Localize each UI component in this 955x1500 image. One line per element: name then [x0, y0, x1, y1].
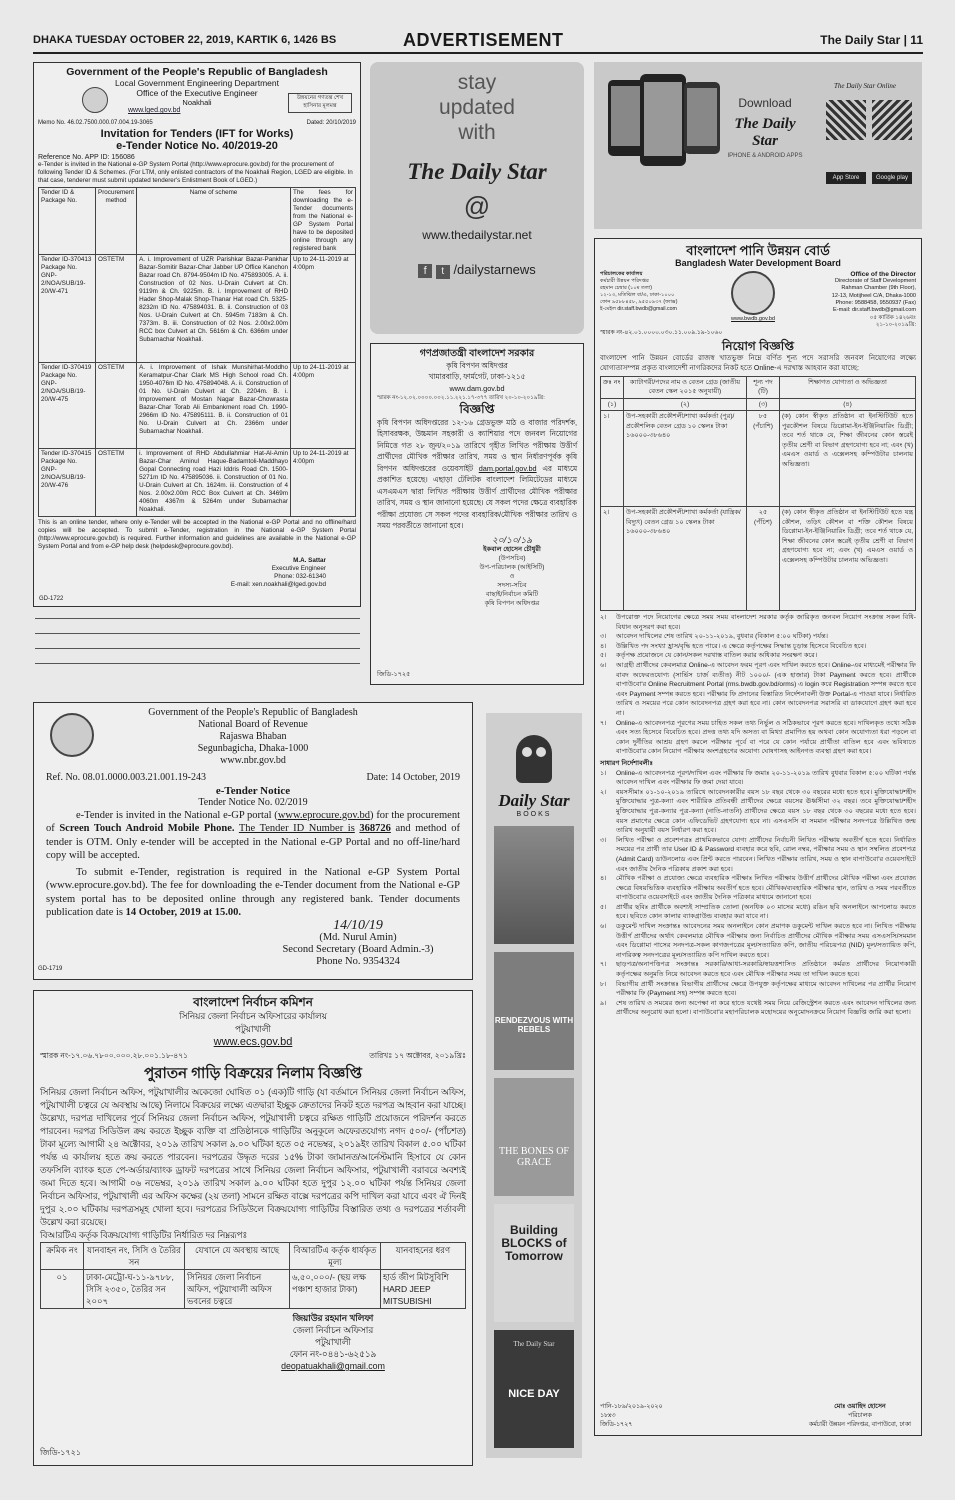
dam-signer-s1: (উপসচিব)	[498, 554, 526, 562]
qr-code-icon[interactable]	[826, 100, 866, 140]
app-platforms: IPHONE & ANDROID APPS	[727, 153, 803, 159]
book-title-nice-day: NICE DAY	[508, 1388, 560, 1400]
facebook-icon[interactable]: f	[418, 264, 432, 278]
ec-auction-ad	[33, 990, 473, 1466]
list-item: ৬। আগ্রহী প্রার্থীদের কেবলমাত্র Online-এ আবেদন ফরম পূরণ এবং দাখিল করতে হবে। Online-এর মাধ্যমেই পরীক্ষার ফি বাবদ অফেরতযোগ্য (সার্ভিস চার্জ ব্যতীত) নীট ১০০০/- (এক হাজার) টাকা Payment করতে হবে। প্রার্থীকে বাপাউবো'র Online Recruitment Portal (rms.bwdb.gov.bd/orms) এ login করে Registration সম্পন্ন করতে হবে এবং Payment সম্পন্ন করতে হবে। পরীক্ষার ফি প্রদানের বিস্তারিত নির্দেশনাবলী উক্ত Portal-এ পাওয়া যাবে। নির্ধারিত তারিখ ও সময়ের পরে কোন আবেদনপত্র গ্রহণ করা হবে না। কোন আবেদনপত্র সরাসরি বা ডাকযোগে গ্রহণ করা হবে না।	[600, 662, 916, 717]
dam-body2: এর মাধ্যমে প্রকাশিত হয়েছে। এছাড়া টেলিটক বাংলাদেশ লিমিটেডের মাধ্যমে এসএমএস দ্বারা লিখিত পরীক্ষায় উত্তীর্ণ প্রার্থীদের মৌখিক পরীক্ষার তারিখ, সময় ও স্থান জানানো হয়েছে। যে সকল পদের ক্ষেত্রে ব্যবহারিক পরীক্ষা প্রযোজ্য সে সকল পদের ব্যবহারিক/মৌখিক পরীক্ষার তারিখ ও সময় পরবর্তীতে জানানো হবে।	[377, 463, 577, 530]
lged-district: Noakhali	[182, 98, 212, 107]
book-cover-nice-day[interactable]	[494, 1330, 574, 1448]
list-item: ৯। শেষ তারিখ ও সময়ের জন্য অপেক্ষা না করে হাতে যথেষ্ট সময় নিয়ে রেজিস্ট্রেশন করতে এবং আবেদন দাখিলের জন্য প্রার্থীদের অনুরোধ করা হলো। বাপাউবো'র মহাপরিচালক মহোদয়ের অনুমোদনক্রমে নিয়োগ বিজ্ঞপ্তি জারি করা হলো।	[600, 999, 916, 1017]
bwdb-gd: জিডি-১৭২৭	[600, 1421, 633, 1428]
section-title: ADVERTISEMENT	[403, 30, 564, 50]
dam-signer-s2: উপ-পরিচালক (আইসিটি)	[479, 563, 545, 571]
nbr-phone: Phone No. 9354324	[316, 955, 400, 967]
bwdb-r5: Phone: 9588458, 9550937 (Fax)	[835, 299, 916, 306]
bwdb-title-bn: বাংলাদেশ পানি উন্নয়ন বোর্ড	[686, 243, 830, 258]
nbr-p1b: ) for the procurement of	[46, 809, 460, 834]
promo-social[interactable]: /dailystarnews	[453, 262, 536, 277]
bwdb-memo: স্মারক নং-৪২.০১.০০০০.০৩০.১১.০০৯.১৯-১০৬০	[600, 330, 723, 337]
ec-vehicle-table	[40, 1242, 466, 1309]
bwdb-r3: Rahman Chamber (9th Floor),	[841, 285, 916, 292]
bwdb-left6: ই-মেইল dir.staff.bwdb@gmail.com	[600, 305, 677, 312]
lged-signer-title: Executive Engineer	[271, 565, 326, 572]
ec-th-vehicle: যানবাহন নং, সিসি ও তৈরির সন	[84, 1243, 185, 1270]
bwdb-web[interactable]: www.bwdb.gov.bd	[731, 315, 775, 322]
app-download: Download	[738, 96, 792, 110]
lged-row-date: Up to 24-11-2019 at 4:00pm	[291, 255, 356, 363]
lged-col-method: Procurement method	[96, 188, 137, 255]
ec-title: বাংলাদেশ নির্বাচন কমিশন	[193, 995, 313, 1009]
nbr-board: National Board of Revenue	[198, 719, 308, 730]
book-publisher: The Daily Star	[513, 1340, 555, 1348]
ec-place: পটুয়াখালী	[235, 1024, 271, 1034]
nbr-item: Screen Touch Android Mobile Phone.	[59, 823, 235, 834]
bwdb-logo-icon	[731, 271, 775, 315]
bwdb-row-vac: ৮৫ (পঁচাশি)	[747, 411, 780, 507]
lged-tender-ad	[33, 62, 361, 607]
lged-email: E-mail: xen.noakhali@lged.gov.bd	[230, 581, 326, 588]
book-title-rendezvous: RENDEZVOUS WITH REBELS	[494, 1016, 574, 1034]
filler-lines	[35, 618, 360, 678]
app-brand: The Daily Star	[734, 116, 796, 149]
bwdb-code: পানি-১৮৯/২০১৯-২০২০	[600, 1403, 663, 1410]
bwdb-tn-3: (৩)	[747, 398, 780, 411]
books-brand: Daily Star	[498, 791, 570, 810]
ec-web[interactable]: www.ecs.gov.bd	[213, 1036, 293, 1048]
app-store-button[interactable]: App Store	[826, 172, 866, 184]
bwdb-row-n: ২।	[601, 507, 624, 611]
lged-office: Office of the Executive Engineer	[136, 88, 258, 98]
promo-stay: stay	[457, 71, 497, 94]
bwdb-signer: মোঃ ওয়াহিদ হোসেন	[834, 1403, 886, 1410]
promo-at: @	[463, 191, 491, 221]
phone-icon	[684, 82, 720, 154]
list-item: ৩। আবেদন দাখিলের শেষ তারিখ ২০-১১-২০১৯, বুধবার (বিকাল ৫:০০ ঘটিকা) পর্যন্ত।	[600, 633, 828, 641]
nbr-subtitle: Tender Notice No. 02/2019	[198, 796, 308, 808]
dam-signer-s4: সদস্য-সচিব	[497, 581, 527, 589]
bwdb-r1: Office of the Director	[850, 270, 916, 278]
lged-logo-caption: উন্নয়নের গণতন্ত্র শেখ হাসিনার মূলমন্ত্র	[288, 93, 352, 113]
ec-signer-s1: জেলা নির্বাচন অফিসার	[292, 1325, 374, 1335]
lged-notice-no: e-Tender Notice No. 40/2019-20	[116, 140, 278, 152]
ec-th-serial: ক্রমিক নং	[41, 1243, 84, 1270]
lged-memo: Memo No. 46.02.7500.000.07.004.19-3065	[38, 120, 153, 126]
lged-ref: Reference No. APP ID: 156086	[38, 154, 135, 161]
lged-gov: Government of the People's Republic of Bangladesh	[66, 66, 328, 78]
book-title-bones: THE BONES OF GRACE	[498, 1146, 569, 1168]
nbr-signer-title: Second Secretary (Board Admin.-3)	[282, 943, 434, 955]
nbr-web[interactable]: www.nbr.gov.bd	[220, 755, 286, 766]
lged-title: Invitation for Tenders (IFT for Works)	[100, 128, 294, 140]
twitter-icon[interactable]: t	[436, 265, 450, 279]
lged-dated: Dated: 20/10/2019	[306, 120, 356, 126]
nbr-bhaban: Rajaswa Bhaban	[219, 731, 287, 742]
nbr-tender-ad	[33, 702, 473, 980]
ec-phone: ফোন নং-০৪৪১-৬২৫১৯	[289, 1349, 377, 1359]
lged-signer: M.A. Sattar	[293, 557, 326, 564]
list-item: ৪। উল্লিখিত পদ সংখ্যা হ্রাস/বৃদ্ধি হতে পারে। এ ক্ষেত্রে কর্তৃপক্ষের সিদ্ধান্ত চূড়ান্ত হিসেবে বিবেচিত হবে।	[600, 642, 867, 650]
dam-memo: স্মারক নং-১২.০২.০০০০.০০২.১১.২২১.১৭-৩৭৭ তারিখ ২০-১০-২০১৯খ্রি:	[377, 395, 545, 401]
nbr-p1d: and method of tender is OTM. Only e-tender will be accepted in the National e-GP Portal and no off-line/hard copy will be accepted.	[46, 823, 461, 861]
table-row	[39, 363, 356, 449]
daily-star-promo	[370, 62, 584, 334]
bwdb-gen-title: সাধারণ নির্দেশাবলীঃ	[600, 759, 654, 767]
table-row	[39, 449, 356, 517]
bwdb-recruitment-ad	[594, 238, 922, 1436]
nbr-address: Segunbagicha, Dhaka-1000	[197, 743, 309, 754]
ec-date: তারিখঃ ১৭ অক্টোবর, ২০১৯খ্রিঃ	[369, 1051, 466, 1060]
lged-row-method: OSTETM	[96, 363, 137, 449]
bwdb-th-vac: শূন্য পদ (টি)	[747, 376, 780, 398]
book-cover-bones[interactable]	[494, 1078, 574, 1196]
bwdb-r7: ০৫ কার্তিক ১৪২৬বঃ	[869, 314, 916, 321]
dam-gov: গণপ্রজাতন্ত্রী বাংলাদেশ সরকার	[419, 348, 535, 359]
bwdb-th-post: ক্যাটাগরী/পদের নাম ও বেতন গ্রেড (জাতীয় বেতন স্কেল ২০১৫ অনুযায়ী)	[624, 376, 747, 398]
nbr-ref: Ref. No. 08.01.0000.003.21.001.19-243	[46, 772, 206, 783]
book-cover-image[interactable]	[494, 826, 574, 944]
list-item: ৭। Online-এ আবেদনপত্র পূরণের সময় চাহিত সকল তথ্য নির্ভুল ও সঠিকভাবে পূরণ করতে হবে। দাখিলকৃত তথ্যে সঠিক এবং সত্য হিসেবে বিবেচিত হবে। প্রদত্ত তথ্য যদি অসত্য বা মিথ্যা প্রমাণিত হয় অথবা কোন অযোগ্যতা ধরা পড়লে বা কোন দুর্নীতির আশ্রয় গ্রহণ করলে পরীক্ষার পূর্বে বা পরে যে কোন পর্যায়ে প্রার্থীতা বাতিল হবে এবং ভবিষ্যতে বাপাউবো'র কোন নিয়োগ পরীক্ষায় অংশগ্রহণের অযোগ্য ঘোষণাসহ আইনগত ব্যবস্থা গ্রহণ করা হবে।	[600, 719, 916, 756]
lged-row-date: Up to 24-11-2019 at 4:00pm	[291, 449, 356, 517]
nbr-tender-id: 368726	[359, 823, 391, 834]
list-item: ৬। ডকুমেন্ট দাখিল সংক্রান্তঃ আবেদনের সময় অনলাইনে কোন প্রমাণক ডকুমেন্ট দাখিল করতে হবে না। লিখিত পরীক্ষায় উত্তীর্ণ প্রার্থীদের অর্থাৎ কেবলমাত্র মৌখিক পরীক্ষায় জন্য নির্বাচিত প্রার্থীদের মৌখিক পরীক্ষার সময় এসএসসি/সমমান এবং ডিপ্লোমা পাসের সনদপত্র-সকল কাগজপত্রের মূল/সত্যায়িত কপি, জাতীয় পরিচয়পত্র (NID) মূল/সত্যায়িত কপি, নাগরিকত্ব সনদপত্রের মূল/সত্যায়িত কপি দাখিল করতে হবে।	[600, 923, 916, 959]
list-item: ১। Online-এ আবেদনপত্র পূরণ/দাখিল এবং পরীক্ষার ফি জমাঃ ২০-১১-২০১৯ তারিখ বুধবার বিকাল ৫:০০ ঘটিকা পর্যন্ত আবেদন দাখিল এবং পরীক্ষার ফি জমা দেয়া যাবে।	[600, 769, 916, 787]
table-row	[601, 507, 916, 611]
bwdb-row-vac: ২৫ (পঁচিশ)	[747, 507, 780, 611]
lged-row-id: Tender ID-370413 Package No. GNP-2/NOA/SUB/19-20/W-471	[39, 255, 96, 363]
lged-row-method: OSTETM	[96, 255, 137, 363]
bwdb-row-post: উপ-সহকারী প্রকৌশলী/শাখা কর্মকর্তা (যান্ত্রিক/বিদ্যুৎ) বেতন গ্রেড ১০ স্কেলঃ টাকা ১৬০০০-৩৮৬৪০	[624, 507, 747, 611]
bwdb-signer-t1: পরিচালক	[847, 1412, 872, 1419]
dam-signer: ইকবাল হোসেন চৌধুরী	[483, 545, 541, 553]
ec-signer: জিয়াউর রহমান খলিফা	[292, 1313, 374, 1323]
ec-note: বিআরটিএ কর্তৃক বিক্রয়যোগ্য গাড়িটির নির্ধারিত দর নিম্নরূপঃ	[40, 1230, 248, 1240]
ec-th-type: যানবাহনের ধরণ	[381, 1243, 466, 1270]
bwdb-tn-1: (১)	[601, 398, 624, 411]
google-play-button[interactable]: Google play	[872, 172, 912, 184]
dam-signer-s3: ও	[509, 572, 515, 580]
book-cover-blocks[interactable]	[494, 1204, 574, 1322]
header-date: DHAKA TUESDAY OCTOBER 22, 2019, KARTIK 6, 1426 BS	[33, 34, 337, 46]
lged-col-id: Tender ID & Package No.	[39, 188, 96, 255]
bwdb-heading: নিয়োগ বিজ্ঞপ্তি	[721, 338, 795, 353]
nbr-p2: To submit e-Tender, registration is required in the National e-GP System Portal (www.eprocure.gov.bd). The fee for downloading the e-Tender document from the National e-GP system portal has to be deposited online through any registered bank. Tender documents publication date is	[46, 866, 460, 918]
promo-with: with	[458, 121, 496, 144]
ec-td-price: ৬,৫০,০০০/- (ছয় লক্ষ পঞ্চাশ হাজার টাকা)	[290, 1270, 381, 1309]
ec-th-location: যেখানে যে অবস্থায় আছে	[185, 1243, 290, 1270]
dam-signer-s6: কৃষি বিপণন অধিদপ্তর	[484, 599, 540, 607]
lged-row-date: Up to 24-11-2019 at 4:00pm	[291, 363, 356, 449]
bwdb-row-qual: (ক) কোন স্বীকৃত প্রতিষ্ঠান বা ইনস্টিটিউট হতে পুরকৌশল বিষয়ে ডিপ্লোমা-ইন-ইঞ্জিনিয়ারিং ডিগ্রী; তবে শর্ত থাকে যে, শিক্ষা জীবনের কোন স্তরেই তৃতীয় শ্রেণী বা বিভাগ গ্রহণযোগ্য হবে না; এবং (খ) এমএস ওয়ার্ড ও এক্সেলসহ কম্পিউটার চালনায় অভিজ্ঞতা।	[780, 411, 916, 507]
ec-td-location: সিনিয়র জেলা নির্বাচন অফিস, পটুয়াখালী অফিস ভবনের চত্বরে	[185, 1270, 290, 1309]
bwdb-left5: ফোন ৯৫৮৮৪৫৮, ৯৫৫০৯৩৭ (ফ্যাক্স)	[600, 298, 678, 305]
dam-title: বিজ্ঞপ্তি	[459, 402, 495, 416]
lged-dept: Local Government Engineering Department	[115, 78, 279, 88]
table-row	[39, 255, 356, 363]
nbr-gd: GD-1719	[38, 965, 63, 972]
lged-phone: Phone: 032-61340	[274, 573, 326, 580]
list-item: ৫। কর্তৃপক্ষ প্রয়োজনে যে কোন/সকল দরখাস্ত বাতিল করার অধিকার সংরক্ষণ করে।	[600, 652, 818, 660]
lged-gd: GD-1722	[39, 596, 64, 602]
table-row	[41, 1270, 466, 1309]
ec-signer-s2: পটুয়াখালী	[315, 1337, 351, 1347]
nbr-pub-date: 14 October, 2019 at 15.00.	[125, 907, 242, 918]
bwdb-left2: কর্মচারী উন্নয়ন পরিদপ্তর	[600, 277, 649, 284]
bwdb-row-post: উপ-সহকারী প্রকৌশলী/শাখা কর্মকর্তা (পুর)/প্রকৌশলিক বেতন গ্রেড ১০ স্কেলঃ টাকা ১৬০০০-৩৮৬৪০	[624, 411, 747, 507]
bwdb-title-en: Bangladesh Water Development Board	[675, 258, 841, 268]
table-row	[601, 411, 916, 507]
bwdb-row-n: ১।	[601, 411, 624, 507]
lged-note: This is an online tender, where only e-Tender will be accepted in the National e-GP Portal and no offline/hard copies will be accepted. To submit e-Tender, registration in the National e-GP System Portal (http://www.eprocure.gov.bd) is required. Further information and guidelines are available in the National e-GP System Portal and from e-GP help desk (helpdesk@eprocure.gov.bd).	[38, 519, 356, 550]
bwdb-intro: বাংলাদেশ পানি উন্নয়ন বোর্ডের রাজস্ব খাতভুক্ত নিম্নে বর্ণিত শূন্য পদে সরাসরি জনবল নিয়োগের লক্ষ্যে যোগ্যতাসম্পন্ন প্রকৃত বাংলাদেশী নাগরিকদের নিকট হতে Online-এ দরখাস্ত আহবান করা যাচ্ছে:	[600, 354, 916, 372]
bwdb-r2: Directorate of Staff Development	[834, 278, 916, 285]
app-side-brand: The Daily Star Online	[834, 82, 897, 90]
promo-web[interactable]: www.thedailystar.net	[422, 228, 532, 242]
bwdb-size: ১৮x৩	[600, 1412, 616, 1419]
lged-row-id: Tender ID-370415 Package No. GNP-2/NOA/SUB/19-20/W-476	[39, 449, 96, 517]
lged-tender-table	[38, 187, 356, 517]
bwdb-left1: পরিচালকের কার্যালয়	[600, 270, 643, 277]
dam-signer-s5: বাছাই/নির্বাচন কমিটি	[485, 590, 539, 598]
owl-logo-icon	[516, 735, 552, 783]
nbr-signer: (Md. Nurul Amin)	[319, 931, 397, 943]
page-header	[33, 30, 923, 54]
ec-gd: জিডি-১৭২১	[40, 1448, 82, 1457]
bwdb-left4: ১২-১৩, মতিঝিল বা/এ, ঢাকা-১০০০	[600, 291, 675, 298]
lged-row-method: OSTETM	[96, 449, 137, 517]
ec-office: সিনিয়র জেলা নির্বাচন অফিসারের কার্যালয়	[179, 1011, 327, 1021]
lged-row-id: Tender ID-370419 Package No. GNP-2/NOA/SUB/19-20/W-475	[39, 363, 96, 449]
ec-td-serial: ০১	[41, 1270, 84, 1309]
promo-brand: The Daily Star	[407, 159, 547, 184]
nbr-date: Date: 14 October, 2019	[366, 772, 460, 783]
books-label: BOOKS	[516, 811, 552, 818]
dam-dept: কৃষি বিপণন অধিদপ্তর	[446, 360, 508, 370]
bwdb-row-qual: (ক) কোন স্বীকৃত প্রতিষ্ঠান বা ইনস্টিটিউট হতে যন্ত্র কৌশল, তড়িৎ কৌশল বা শক্তি কৌশল বিষয়ে ডিপ্লোমা-ইন-ইঞ্জিনিয়ারিং ডিগ্রী; তবে শর্ত থাকে যে, শিক্ষা জীবনের কোন স্তরেই তৃতীয় শ্রেণী বা বিভাগ গ্রহণযোগ্য হবে না; এবং (খ) এমএস ওয়ার্ড ও এক্সেলসহ কম্পিউটার চালনায় অভিজ্ঞতা।	[780, 507, 916, 611]
bwdb-r4: 12-13, Motijheel C/A, Dhaka-1000	[831, 292, 916, 299]
ec-email[interactable]: deopatuakhali@gmail.com	[281, 1361, 385, 1371]
nbr-p1a: e-Tender is invited in the National e-GP portal (	[76, 809, 278, 821]
book-cover-rendezvous[interactable]	[494, 952, 574, 1070]
phone-icon	[640, 74, 686, 166]
ec-memo: স্মারক নং-১৭.০৬.৭৮০০.০০০.২৮.০০১.১৮-৪৭১	[40, 1051, 188, 1060]
ec-td-vehicle: ঢাকা-মেট্রো-ঘ-১১-৯৭৮৮, সিসি ২৩৫০, তৈরির সন ২০০৭	[84, 1270, 185, 1309]
bwdb-r8: ২১-১০-২০১৯খ্রি:	[875, 321, 916, 328]
dam-address: খামারবাড়ি, ফার্মগেট, ঢাকা-১২১৫	[428, 372, 526, 381]
dam-link[interactable]: dam.portal.gov.bd	[478, 463, 537, 473]
dam-signature: ২০/১০/১৯	[491, 534, 533, 545]
nbr-signature: 14/10/19	[333, 917, 383, 933]
bwdb-signer-t2: কর্মচারী উন্নয়ন পরিদপ্তর, বাপাউবো, ঢাকা	[808, 1421, 911, 1428]
ec-heading: পুরাতন গাড়ি বিক্রয়ের নিলাম বিজ্ঞপ্তি	[144, 1065, 362, 1082]
bwdb-th-n: ক্রঃ নং	[601, 376, 624, 398]
dam-gd: জিডি-১৭২৫	[377, 670, 411, 678]
ec-td-type: হার্ড জীপ মিটসুবিশি HARD JEEP MITSUBISHI	[381, 1270, 466, 1309]
bwdb-r6: E-mail: dir.staff.bwdb@gmail.com	[833, 307, 916, 314]
dam-web[interactable]: www.dam.gov.bd	[449, 383, 505, 393]
book-title-blocks: Building BLOCKS of Tomorrow	[501, 1223, 567, 1263]
lged-col-fees: The fees for downloading the e-Tender documents from the National e-GP System Portal have to be deposited online through any registered bank	[291, 188, 356, 255]
list-item: ৭। ছাড়পত্র/অনাপত্তিপত্র সংক্রান্তঃ সরকারি/আধা-সরকারি/স্বায়ত্তশাসিত প্রতিষ্ঠানে কর্মরত প্রার্থীদের নিয়োগকারী কর্তৃপক্ষের অনুমতি নিয়ে আবেদন করতে হবে এবং মৌখিক পরীক্ষার সময় তা দাখিল করতে হবে।	[600, 961, 916, 979]
bangladesh-seal-icon	[50, 713, 94, 757]
qr-code-icon[interactable]	[872, 100, 912, 140]
list-item: ৩। লিখিত পরীক্ষা ও প্রবেশপত্রঃ প্রাথমিকভাবে যোগ্য প্রার্থীদের নির্বাচনী লিখিত পরীক্ষায় অবতীর্ণ হতে হবে। নির্ধারিত সময়ের পর প্রার্থী তার User ID & Password ব্যবহার করে ছবি, রোল নম্বর, পরীক্ষার সময় ও স্থান সম্বলিত প্রবেশপত্র (Admit Card) ডাউনলোড এবং প্রিন্ট করতে পারবেন। লিখিত পরীক্ষার তারিখ, সময় ও স্থান বাপাউবো'র ওয়েবসাইটে এবং জাতীয় দৈনিক পত্রিকায় প্রকাশ করা হবে।	[600, 836, 916, 873]
list-item: ৪। মৌখিক পরীক্ষা ও প্রযোজ্য ক্ষেত্রে ব্যবহারিক পরীক্ষাঃ লিখিত পরীক্ষায় উত্তীর্ণ প্রার্থীদের মৌখিক পরীক্ষা এবং প্রযোজ্য ক্ষেত্রে বিষয়ভিত্তিক ব্যবহারিক পরীক্ষায় অবতীর্ণ হতে হবে। মৌখিক/ব্যবহারিক পরীক্ষার স্থান, তারিখ ও সময় পরবর্তীতে বাপাউবো'র ওয়েবসাইটে এবং জাতীয় দৈনিক পত্রিকার মাধ্যমে জানানো হবে।	[600, 875, 916, 902]
promo-updated: updated	[439, 96, 515, 119]
bwdb-left3: রহমান চেম্বার (১০ম তলা)	[600, 284, 653, 291]
ec-th-price: বিআরটিএ কর্তৃক ধার্যকৃত মূল্য	[290, 1243, 381, 1270]
bwdb-post-table	[600, 376, 916, 612]
nbr-title: e-Tender Notice	[215, 784, 291, 797]
bwdb-th-qual: শিক্ষাগত যোগ্যতা ও অভিজ্ঞতা	[780, 376, 916, 398]
lged-web[interactable]: www.lged.gov.bd	[128, 107, 181, 114]
lged-row-scheme: A. i. Improvement of Ishak Munshirhat-Moddho Keramatpur-Char Clark MS High School road Ch. 1950-4076m ID No. 475894048. A. ii. Construction of 01 No. U-Drain Culvert at Ch. 2204m. B. i. Improvement of Mostan Nagar Bazar-Chowrasta Bazar-Char Torab Ali Embankment road Ch. 1990-2966m ID No. 475895111. B. ii. Construction of 01 No. U-Drain Culvert at Ch. 2366m under Subarnachar Noakhali.	[137, 363, 291, 449]
nbr-gov: Government of the People's Republic of Bangladesh	[148, 707, 358, 718]
lged-row-scheme: i. Improvement of RHD Abdullahmiar Hat-Al-Amin Bazar-Char Aminul Haque-Badamtoli-Maddhayo Gopal Connecting road Hazi Iddris Road Ch. 1500-5271m ID No. 475895036. ii. Construction of 01 No. U-Drain Culvert at Ch. 1624m. iii. Construction of 4 Nos. 2.00x2.00m RCC Box Culvert at Ch. 3469m 4060m 4367m & 5264m under Subarnachar Noakhali.	[137, 449, 291, 517]
page-number: The Daily Star | 11	[820, 33, 923, 47]
nbr-eprocure-link[interactable]: www.eprocure.gov.bd	[277, 809, 371, 821]
dam-body: কৃষি বিপণন অধিদপ্তরের ১২-১৬ গ্রেডভুক্ত মাঠ ও বাজার পরিদর্শক, হিসাবরক্ষক, উচ্চমান সহকারী ও ক্যাশিয়ার পদে জনবল নিয়োগের নিমিত্তে গত ২৮ জুন/২০১৯ তারিখে গৃহীত লিখিত পরীক্ষায় উত্তীর্ণ প্রার্থীদের মৌখিক পরীক্ষার তারিখ, সময় ও স্থান নির্ধারণপূর্বক কৃষি বিপণন অধিদপ্তরের ওয়েবসাইট	[377, 417, 577, 473]
daily-star-books-ad	[486, 713, 582, 1458]
app-download-ad	[594, 62, 922, 229]
bwdb-tn-4: (৪)	[780, 398, 916, 411]
list-item: ৮। বিভাগীয় প্রার্থী সংক্রান্তঃ বিভাগীয় প্রার্থীদের ক্ষেত্রে উপযুক্ত কর্তৃপক্ষের মাধ্যমে আবেদন দাখিলের পর প্রার্থীর নিয়োগ পরীক্ষার ফি (Payment সহ) সম্পন্ন করতে হবে।	[600, 980, 916, 998]
lged-row-scheme: A. i. Improvement of UZR Parishkar Bazar-Pankhar Bazar-Somitir Bazar-Char Jabber UP Office Kanchon Bazar road Ch. 8794-9504m ID No. 475893005. A. ii. Construction of 02 Nos. U-Drain Culvert at Ch. 9119m & Ch. 9225m. B. i. Improvement of RHD Hader Shop-Malak Shop-Thanar Hat road Ch. 5325-8232m ID No. 475894031. B. ii. Construction of 03 Nos. U-Drain Culvert at Ch. 5945m 7183m & Ch. 7373m. B. iii. Construction of 02 Nos. 2.00x2.00m RCC box Culvert at Ch. 5616m & Ch. 6366m under Subarnachar Noakhali.	[137, 255, 291, 363]
lged-col-scheme: Name of scheme	[137, 188, 291, 255]
list-item: ৫। প্রার্থীর ছবিঃ প্রার্থীকে অবশ্যই সাম্প্রতিক তোলা (অনধিক ০৩ মাসের মধ্যে) রঙিন ছবি অনলাইনে আপলোড করতে হবে। ছবিতে কোন কালার ব্যাকগ্রাউন্ড ব্যবহার করা যাবে না।	[600, 903, 916, 921]
ec-body: সিনিয়র জেলা নির্বাচন অফিস, পটুয়াখালীর অকেজো ঘোষিত ০১ (এক)টি গাড়ি (যা বর্তমানে সিনিয়র জেলা নির্বাচন অফিস, পটুয়াখালী চত্বরে যে অবস্থায় আছে) নিলামে বিক্রয়ের লক্ষ্যে এতদ্বারা ইচ্ছুক ক্রেতাদের নিকট হতে দরপত্র আহবান করা যাচ্ছে। উল্লেখ্য, দরপত্র দাখিলের পূর্বে সিনিয়র জেলা নির্বাচন অফিস, পটুয়াখালী চত্বরে রক্ষিত গাড়িটি প্রয়োজনে পরিদর্শন করতে পারবেন। দরপত্র সিডিউল ক্রয় করতে ইচ্ছুক ব্যক্তি বা প্রতিষ্ঠানকে গাড়িটির অনুকূলে অফেরতযোগ্য নগদ ৫০০/- (পাঁচশত) টাকা মূল্যে আগামী ২৪ অক্টোবর, ২০১৯ তারিখ সকাল ৯.০০ ঘটিকা হতে ০৫ নভেম্বর, ২০১৯ইং তারিখ বিকাল ৫.০০ ঘটিকা পর্যন্ত এ কার্যালয় হতে ক্রয় করতে পারবেন। দরপত্রের উদ্ধৃত দরের ১৫% টাকা জামানত/আর্নেস্টমানি হিসাবে যে কোন তফসিলি ব্যাংক হতে পে-অর্ডার/ব্যাংক ড্রাফট দরপত্রের সাথে সিনিয়র জেলা নির্বাচন অফিসার, পটুয়াখালী বরাবরে অবশ্যই জমা দিতে হবে। আগামী ০৬ নভেম্বর, ২০১৯ তারিখ সকাল ৯.০০ ঘটিকা হতে দুপুর ১২.০০ ঘটিকা পর্যন্ত সিনিয়র জেলা নির্বাচন অফিসার, পটুয়াখালী এর অফিস কক্ষের (২য় তলা) সামনে রক্ষিত বাক্সে দরপত্রের কপি দাখিল করা যাবে এবং ঐ দিনই দুপুর ২.০০ ঘটিকায় দরপত্রসমূহ খোলা হবে। দরপত্রের সিডিউলে বিক্রয়যোগ্য গাড়িটির বিস্তারিত তথ্য ও দরপত্রের শর্তাবলী উল্লেখ করা রয়েছে।	[40, 1087, 466, 1227]
list-item: ২। উপরোক্ত পদে নিয়োগের ক্ষেত্রে সময় সময় বাংলাদেশ সরকার কর্তৃক জারিকৃত জনবল নিয়োগ সংক্রান্ত সকল বিধি-বিধান অনুসরণ করা হবে।	[600, 614, 916, 631]
lged-intro: e-Tender is invited in the National e-GP System Portal (http://www.eprocure.gov.bd) for the procurement of following Tender ID & Schemes. (For LTM, only enlisted contractors of the Noakhali Region, LGED are eligible. In that case, tenderer must submit updated tenderer's Enlistment Book of LGED.)	[38, 161, 353, 184]
nbr-p1c: The Tender ID Number is	[238, 823, 355, 834]
lged-logo-icon	[82, 87, 108, 113]
bwdb-tn-2: (২)	[624, 398, 747, 411]
list-item: ২। বয়সসীমাঃ ০১-১০-২০১৯ তারিখে আবেদনকারীর বয়স ১৮ বছর থেকে ৩০ বছরের মধ্যে হতে হবে। মুক্তিযোদ্ধা/শহীদ মুক্তিযোদ্ধার পুত্র-কন্যা এবং শারীরিক প্রতিবন্ধী প্রার্থীদের ক্ষেত্রে বয়সের ঊর্ধ্বসীমা ৩২ বছর। তবে মুক্তিযোদ্ধা/শহীদ মুক্তিযোদ্ধার পুত্র-কন্যার পুত্র-কন্যা (নাতি-নাতনি) প্রার্থীদের ক্ষেত্রে বয়স ১৮ বছর থেকে ৩০ বছরের মধ্যে হতে হবে। বয়স প্রমাণের ক্ষেত্রে কোন এফিডেভিট গ্রহণযোগ্য হবে না। এসএসসি বা সমমান পরীক্ষার সনদপত্রে উল্লিখিত জন্ম তারিখ অনুযায়ী বয়স নির্ধারণ করা হবে।	[600, 788, 916, 835]
dam-notice-ad	[370, 343, 584, 685]
